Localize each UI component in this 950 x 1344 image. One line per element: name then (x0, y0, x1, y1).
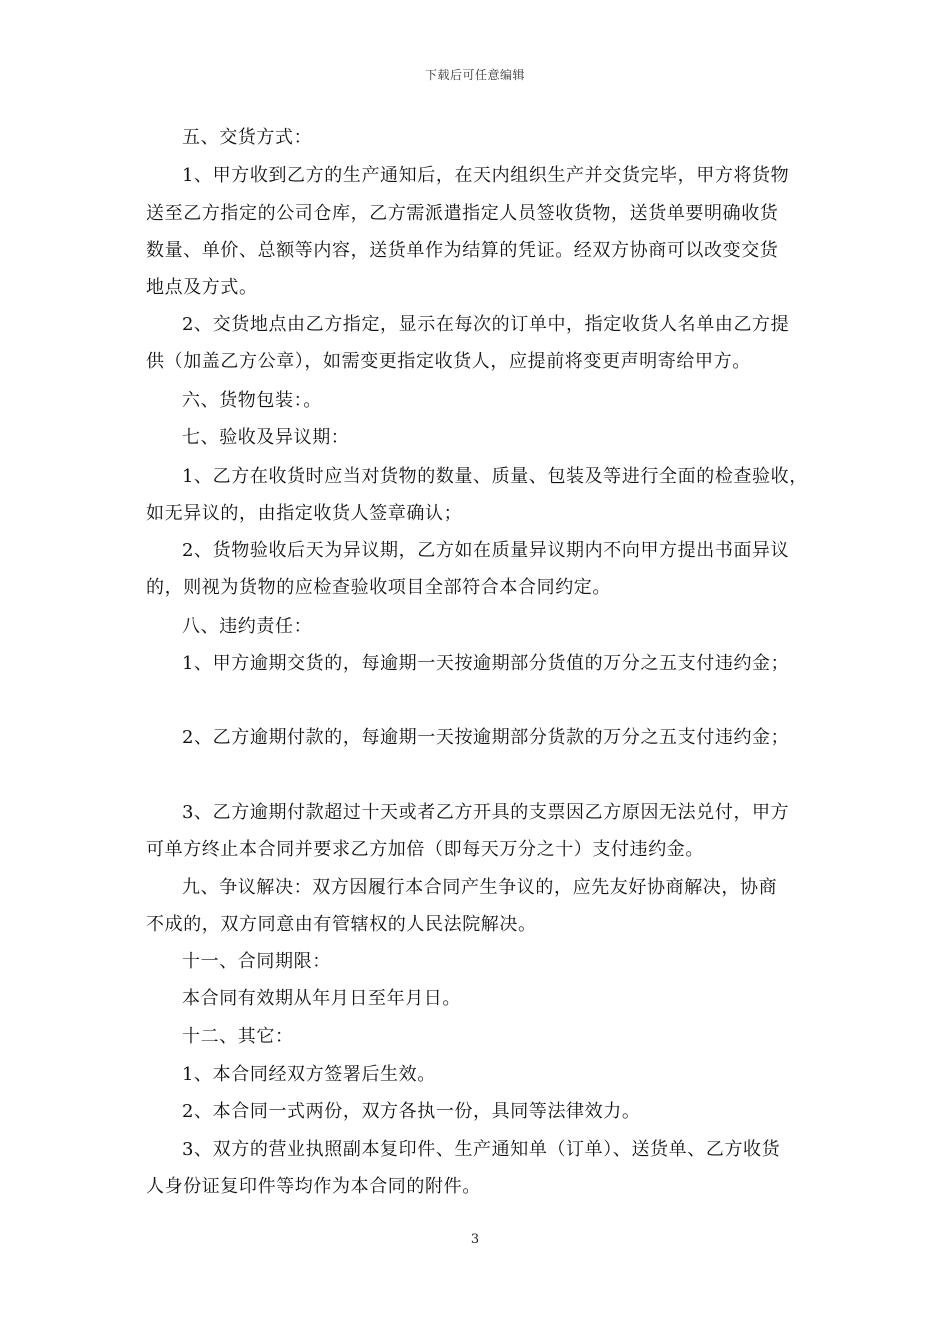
paragraph-line: 2、交货地点由乙方指定，显示在每次的订单中，指定收货人名单由乙方提 (182, 314, 790, 335)
paragraph-line: 3、乙方逾期付款超过十天或者乙方开具的支票因乙方原因无法兑付，甲方 (182, 802, 790, 823)
page-number: 3 (470, 1232, 480, 1247)
section-heading: 七、验收及异议期： (182, 427, 350, 448)
paragraph-line: 3、双方的营业执照副本复印件、生产通知单（订单）、送货单、乙方收货 (182, 1139, 781, 1160)
paragraph-line: 不成的，双方同意由有管辖权的人民法院解决。 (146, 914, 537, 935)
section-heading: 八、违约责任： (182, 616, 313, 637)
section-heading: 十二、其它： (182, 1026, 294, 1047)
section-heading: 五、交货方式： (182, 127, 313, 148)
paragraph-line: 九、争议解决：双方因履行本合同产生争议的，应先友好协商解决，协商 (182, 877, 778, 898)
paragraph-line: 1、乙方在收货时应当对货物的数量、质量、包装及等进行全面的检查验收， (182, 466, 808, 487)
paragraph-line: 1、甲方收到乙方的生产通知后，在天内组织生产并交货完毕，甲方将货物 (182, 165, 790, 186)
paragraph-line: 1、甲方逾期交货的，每逾期一天按逾期部分货值的万分之五支付违约金； (182, 653, 790, 674)
paragraph-line: 的，则视为货物的应检查验收项目全部符合本合同约定。 (146, 577, 611, 598)
page-header: 下载后可任意编辑 (424, 68, 525, 82)
paragraph-line: 如无异议的，由指定收货人签章确认； (146, 503, 463, 524)
section-heading: 六、货物包装：。 (182, 390, 322, 411)
paragraph-line: 2、乙方逾期付款的，每逾期一天按逾期部分货款的万分之五支付违约金； (182, 727, 790, 748)
paragraph-line: 1、本合同经双方签署后生效。 (182, 1064, 436, 1085)
section-heading: 十一、合同期限： (182, 951, 331, 972)
paragraph-line: 数量、单价、总额等内容，送货单作为结算的凭证。经双方协商可以改变交货 (146, 240, 779, 261)
paragraph-line: 2、货物验收后天为异议期，乙方如在质量异议期内不向甲方提出书面异议 (182, 540, 790, 561)
paragraph-line: 送至乙方指定的公司仓库，乙方需派遣指定人员签收货物，送货单要明确收货 (146, 203, 779, 224)
paragraph-line: 本合同有效期从年月日至年月日。 (182, 988, 461, 1009)
paragraph-line: 可单方终止本合同并要求乙方加倍（即每天万分之十）支付违约金。 (146, 839, 704, 860)
paragraph-line: 人身份证复印件等均作为本合同的附件。 (146, 1176, 481, 1197)
paragraph-line: 地点及方式。 (146, 277, 258, 298)
paragraph-line: 供（加盖乙方公章），如需变更指定收货人，应提前将变更声明寄给甲方。 (146, 351, 751, 372)
paragraph-line: 2、本合同一式两份，双方各执一份，具同等法律效力。 (182, 1101, 641, 1122)
